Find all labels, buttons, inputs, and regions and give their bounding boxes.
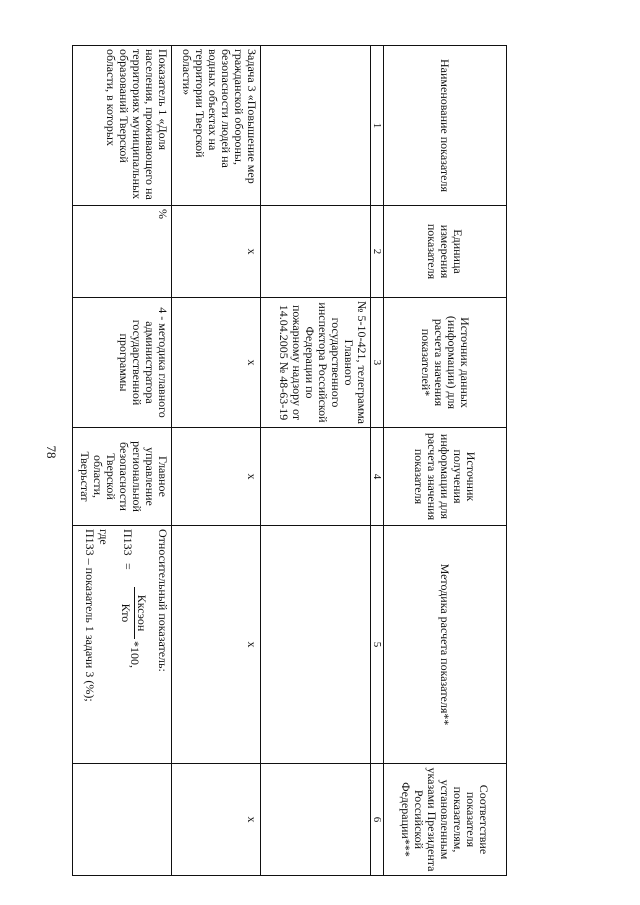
method-intro: Относительный показатель: <box>156 529 170 672</box>
column-number: 6 <box>371 764 384 876</box>
table-cell <box>261 206 371 298</box>
header-cell: Методика расчета показателя** <box>384 526 507 764</box>
table-row <box>261 46 371 876</box>
column-number: 3 <box>371 298 384 428</box>
formula-equals: = <box>121 563 135 570</box>
header-cell: Единица измерения показателя <box>384 206 507 298</box>
column-number-row <box>371 46 384 876</box>
indicator-name-cell: Показатель 1 «Доля населения, проживающего на территориях муниципальных образований Тверской области, в которых <box>73 46 172 206</box>
table-cell: х <box>172 206 261 298</box>
column-number: 5 <box>371 526 384 764</box>
table-cell: 4 - методика главного администратора государственной программы <box>73 298 172 428</box>
formula-description: П1З3 – показатель 1 задачи 3 (%); <box>83 529 97 702</box>
table-cell: № 5-10-421, телеграмма Главного государственного инспектора Российской Федерации по пожарному надзору от 14.04.2005 № 48-63-19 <box>261 298 371 428</box>
formula-multiplier: *100, <box>128 641 142 668</box>
formula-denominator: Кто <box>119 603 133 623</box>
formula-lhs: П1З3 <box>121 529 135 556</box>
table-cell: х <box>172 526 261 764</box>
column-number: 2 <box>371 206 384 298</box>
table-row-indicator-1 <box>73 46 172 876</box>
header-cell: Источник данных (информации) для расчета значения показателей* <box>384 298 507 428</box>
formula-numerator: Кксэон <box>134 587 148 639</box>
page-number: 78 <box>44 445 59 459</box>
indicators-table-sheet <box>78 45 507 875</box>
table-cell: Главное управление региональной безопасности Тверской области, Тверьстат <box>73 428 172 526</box>
table-cell: х <box>172 298 261 428</box>
task-name-cell: Задача 3 «Повышение мер гражданской обороны, безопасности людей на водных объектах на территории Тверской области» <box>172 46 261 206</box>
table-cell: х <box>172 428 261 526</box>
table-cell <box>73 764 172 876</box>
header-cell: Наименование показателя <box>384 46 507 206</box>
indicators-table <box>72 45 507 876</box>
table-header-row <box>384 46 507 876</box>
column-number: 1 <box>371 46 384 206</box>
table-cell: % <box>73 206 172 298</box>
header-cell: Соответствие показателя показателям, установленным указами Президента Российской Федерации*** <box>384 764 507 876</box>
table-cell: х <box>172 764 261 876</box>
table-cell <box>261 764 371 876</box>
column-number: 4 <box>371 428 384 526</box>
header-cell: Источник получения информации для расчета значения показателя <box>384 428 507 526</box>
method-cell <box>73 526 172 764</box>
formula <box>83 529 156 760</box>
table-row-task-3 <box>172 46 261 876</box>
table-cell <box>261 428 371 526</box>
formula-where: где <box>97 529 111 545</box>
table-cell <box>261 526 371 764</box>
table-cell <box>261 46 371 206</box>
